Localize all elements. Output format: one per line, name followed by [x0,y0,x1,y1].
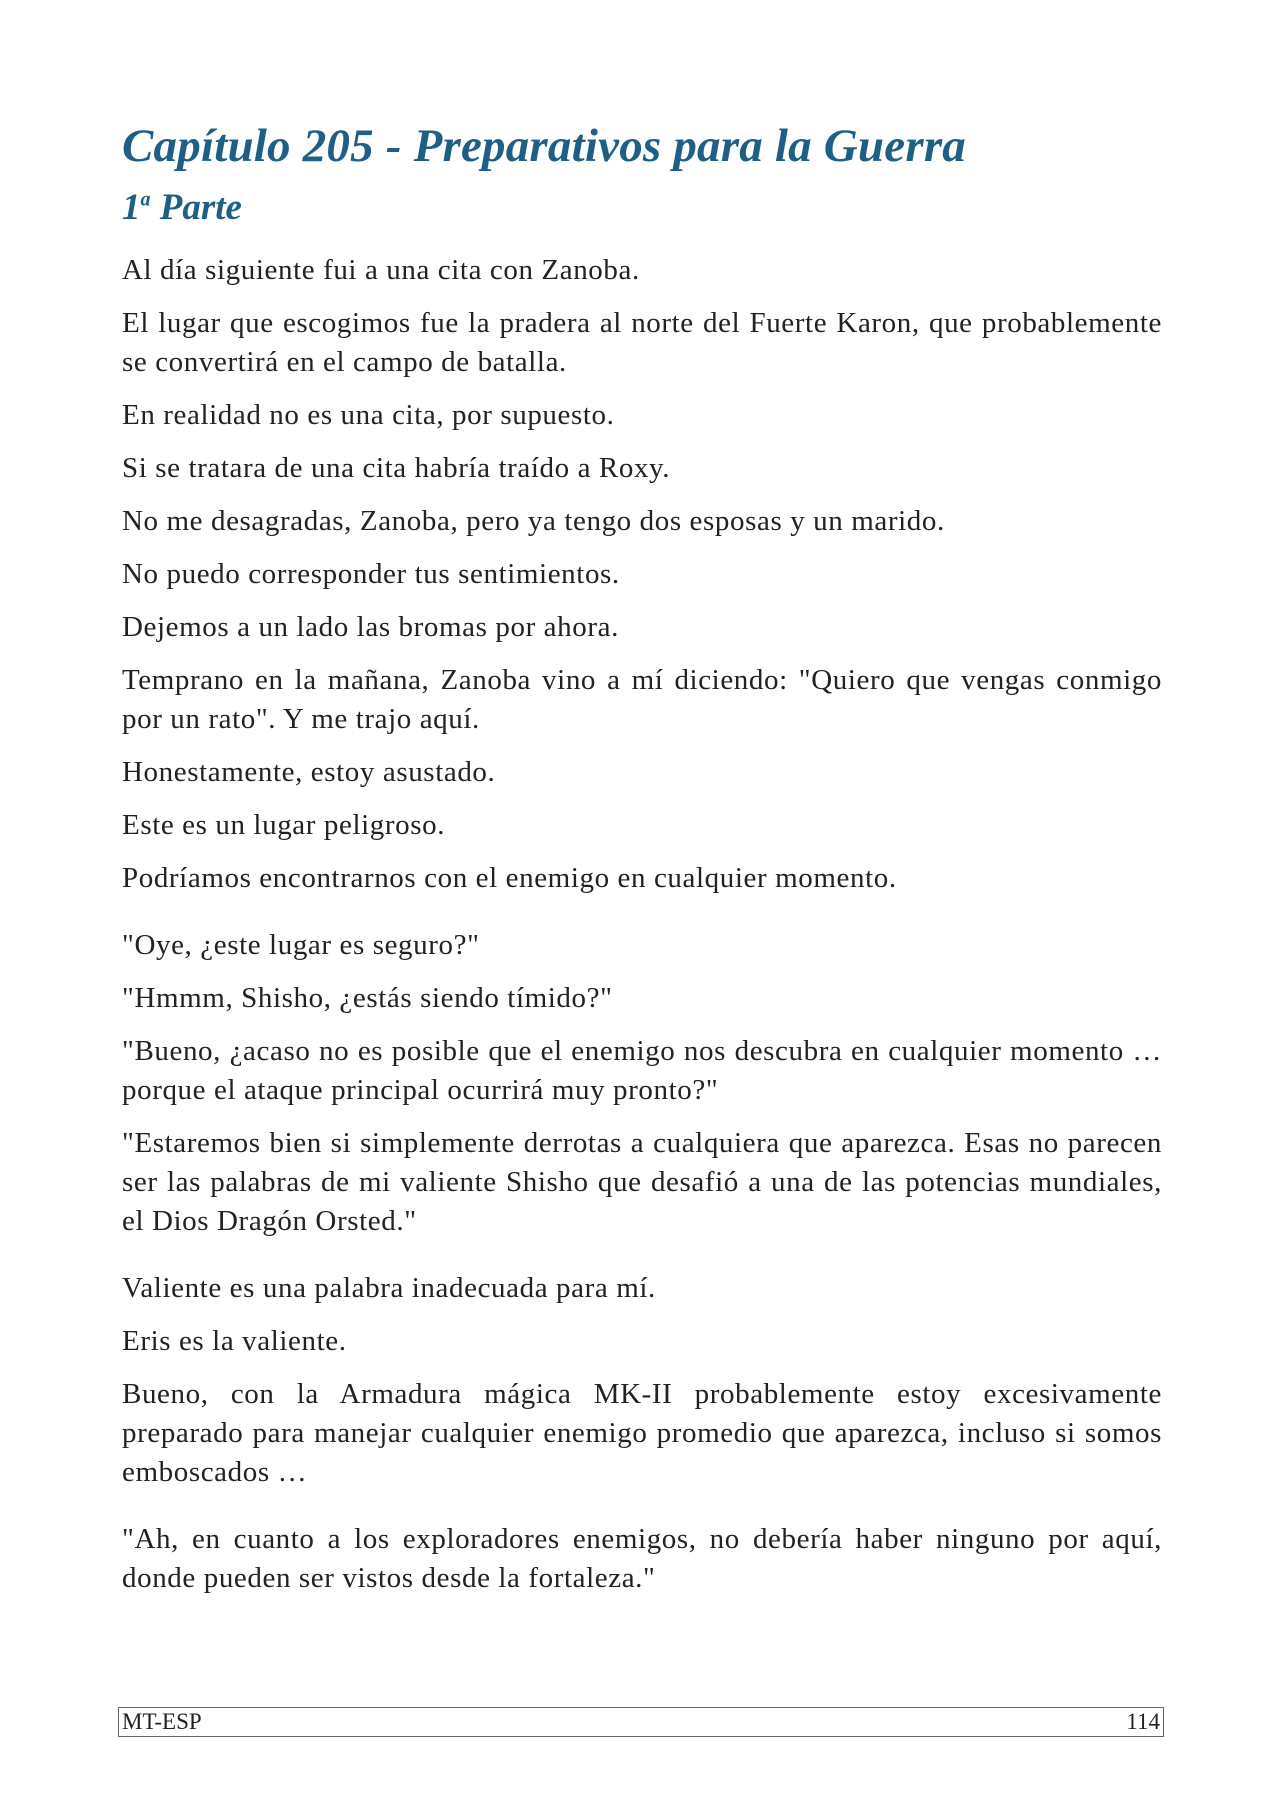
dialogue-paragraph: "Ah, en cuanto a los exploradores enemigos, no debería haber ninguno por aquí, donde pueden ser vistos desde la fortaleza." [122,1522,1162,1594]
paragraph: No puedo corresponder tus sentimientos. [122,557,620,590]
paragraph: Bueno, con la Armadura mágica MK-II probablemente estoy excesivamente preparado para manejar cualquier enemigo promedio que aparezca, incluso si somos emboscados … [122,1377,1162,1488]
paragraph: No me desagradas, Zanoba, pero ya tengo dos esposas y un marido. [122,504,945,537]
paragraph: Si se tratara de una cita habría traído a Roxy. [122,451,671,484]
page-number: 114 [1126,1709,1160,1734]
paragraph: Al día siguiente fui a una cita con Zanoba. [122,253,640,286]
paragraph: Dejemos a un lado las bromas por ahora. [122,610,619,643]
paragraph: Valiente es una palabra inadecuada para mí. [122,1271,656,1304]
section-title [122,186,1162,230]
dialogue-paragraph: "Estaremos bien si simplemente derrotas a cualquiera que aparezca. Esas no parecen ser las palabras de mi valiente Shisho que desafió a una de las potencias mundiales, el Dios Dragón Orsted." [122,1126,1162,1237]
body-text [122,251,1162,1598]
section-number: 1 [122,187,141,229]
section-ordinal-superscript: a [140,189,151,212]
paragraph: En realidad no es una cita, por supuesto. [122,398,615,431]
paragraph: Honestamente, estoy asustado. [122,755,496,788]
paragraph: Podríamos encontrarnos con el enemigo en cualquier momento. [122,861,897,894]
footer-label: MT-ESP [122,1709,202,1734]
dialogue-paragraph: "Hmmm, Shisho, ¿estás siendo tímido?" [122,981,613,1014]
page-content [122,118,1162,1612]
paragraph: Este es un lugar peligroso. [122,808,446,841]
paragraph: Temprano en la mañana, Zanoba vino a mí diciendo: "Quiero que vengas conmigo por un rato". Y me trajo aquí. [122,663,1162,735]
chapter-title: Capítulo 205 - Preparativos para la Guerra [122,120,967,172]
paragraph: Eris es la valiente. [122,1324,347,1357]
page-footer [118,1707,1164,1737]
dialogue-paragraph: "Bueno, ¿acaso no es posible que el enemigo nos descubra en cualquier momento … porque el ataque principal ocurrirá muy pronto?" [122,1034,1162,1106]
section-word: Parte [159,187,242,229]
dialogue-paragraph: "Oye, ¿este lugar es seguro?" [122,928,480,961]
paragraph: El lugar que escogimos fue la pradera al norte del Fuerte Karon, que probablemente se convertirá en el campo de batalla. [122,306,1162,378]
